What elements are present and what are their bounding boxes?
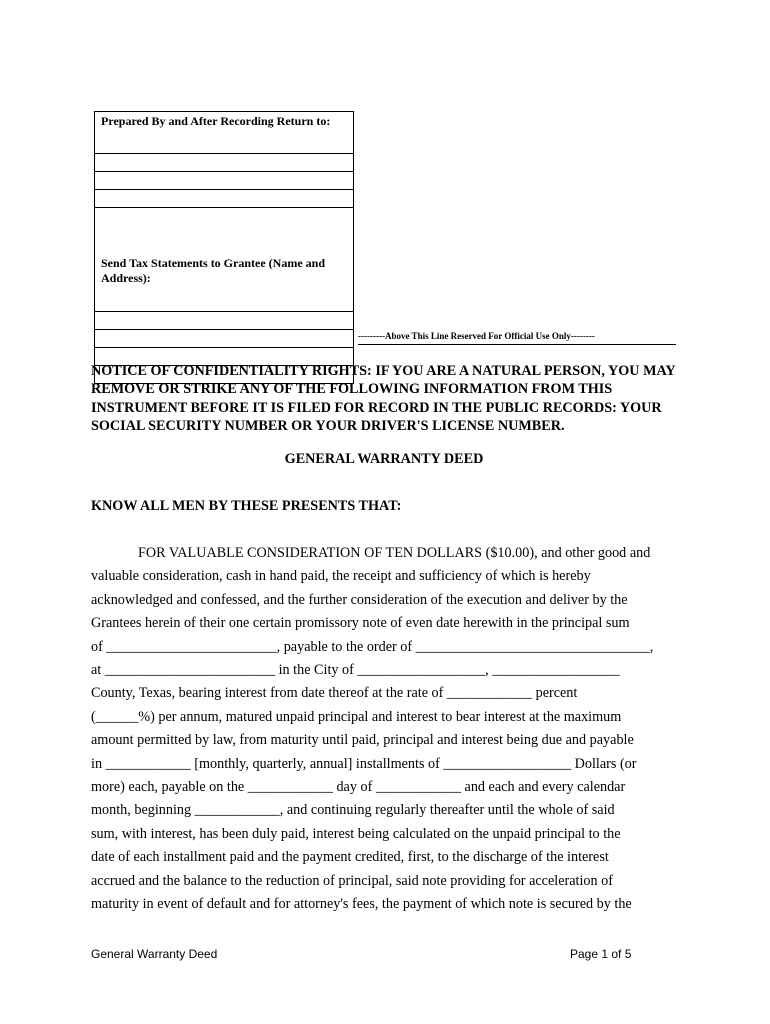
spacer-row (95, 207, 353, 256)
know-all-heading: KNOW ALL MEN BY THESE PRESENTS THAT: (91, 498, 402, 514)
return-address-line[interactable] (95, 153, 353, 171)
body-line: County, Texas, bearing interest from date thereof at the rate of ____________ percent (91, 685, 578, 702)
body-line: sum, with interest, has been duly paid, interest being calculated on the unpaid principal to the (91, 825, 621, 842)
body-line: acknowledged and confessed, and the further consideration of the execution and deliver by the (91, 591, 628, 608)
body-line: more) each, payable on the ____________ day of ____________ and each and every calendar (91, 779, 626, 796)
confidentiality-notice: NOTICE OF CONFIDENTIALITY RIGHTS: IF YOU ARE A NATURAL PERSON, YOU MAY REMOVE OR STRIKE ANY OF THE FOLLOWING INFORMATION FROM THIS INSTRUMENT BEFORE IT IS FILED FOR RECORD IN THE PUBLIC RECORDS: YOUR SOCIAL SECURITY NUMBER OR YOUR DRIVER'S LICENSE NUMBER. (91, 363, 676, 435)
body-line: (______%) per annum, matured unpaid principal and interest to bear interest at the maximum (91, 708, 622, 725)
tax-statements-label: Send Tax Statements to Grantee (Name and Address): (101, 256, 325, 285)
body-line: maturity in event of default and for attorney's fees, the payment of which note is secured by the (91, 896, 632, 913)
deed-body (91, 542, 681, 917)
body-line: in ____________ [monthly, quarterly, annual] installments of __________________ Dollars (or (91, 755, 637, 772)
body-line: month, beginning ____________, and continuing regularly thereafter until the whole of said (91, 802, 615, 819)
footer-page-number: Page 1 of 5 (570, 947, 632, 961)
body-line: of ________________________, payable to the order of _________________________________, (91, 638, 654, 655)
grantee-address-line[interactable] (95, 329, 353, 347)
body-line: date of each installment paid and the payment credited, first, to the discharge of the interest (91, 849, 609, 866)
prepared-by-label: Prepared By and After Recording Return to: (101, 114, 331, 128)
body-line: Grantees herein of their one certain promissory note of even date herewith in the principal sum (91, 615, 630, 632)
body-line: valuable consideration, cash in hand paid, the receipt and sufficiency of which is hereby (91, 568, 591, 585)
body-line: FOR VALUABLE CONSIDERATION OF TEN DOLLARS ($10.00), and other good and (138, 545, 651, 561)
body-line: accrued and the balance to the reduction of principal, said note providing for acceleration of (91, 872, 613, 889)
return-address-line[interactable] (95, 189, 353, 207)
body-line: amount permitted by law, from maturity until paid, principal and interest being due and payable (91, 732, 634, 749)
recording-info-box (94, 111, 354, 384)
grantee-address-line[interactable] (95, 311, 353, 329)
return-address-line[interactable] (95, 171, 353, 189)
official-use-reserved-line: ---------Above This Line Reserved For Official Use Only-------- (358, 330, 676, 345)
footer-document-name: General Warranty Deed (91, 947, 218, 961)
body-line: at ________________________ in the City of __________________, __________________ (91, 662, 620, 679)
page-title: GENERAL WARRANTY DEED (284, 451, 484, 467)
